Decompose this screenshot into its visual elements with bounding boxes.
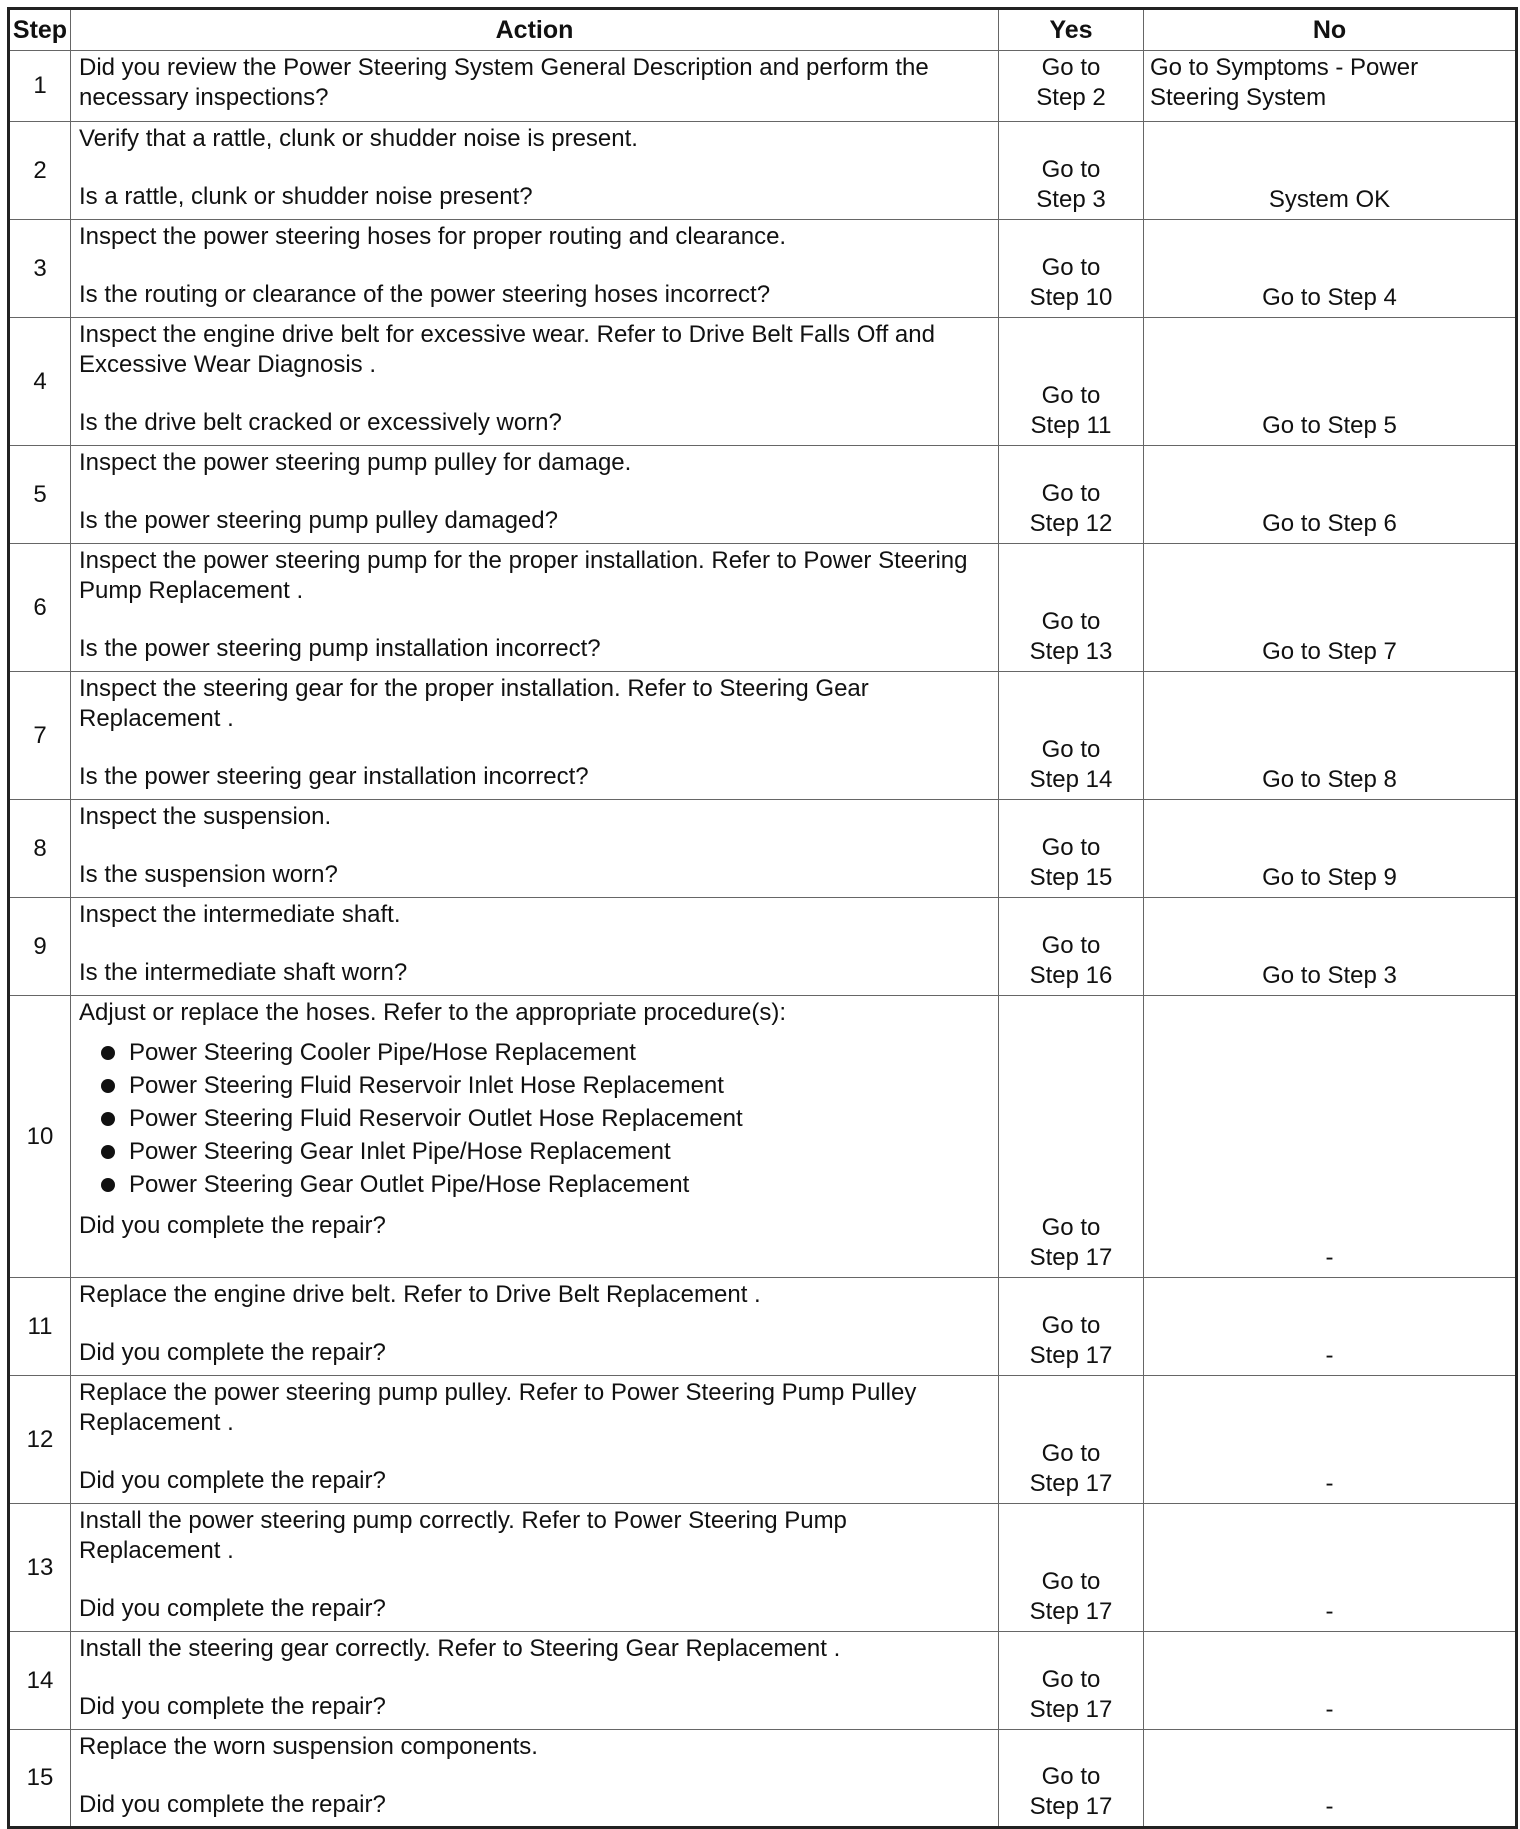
step-number: 15: [9, 1730, 71, 1828]
yes-step: Step 13: [1029, 638, 1113, 665]
list-item: Power Steering Cooler Pipe/Hose Replacement: [99, 1036, 988, 1069]
yes-step: Step 10: [1029, 284, 1113, 311]
yes-goto: Go to: [1041, 1763, 1101, 1790]
no-cell: Go to Step 3: [1144, 898, 1517, 996]
yes-goto: Go to: [1041, 382, 1101, 409]
question-text: Did you complete the repair?: [79, 1212, 386, 1239]
list-item: Power Steering Fluid Reservoir Inlet Hose Replacement: [99, 1069, 988, 1102]
action-cell: [71, 672, 999, 800]
action-text: Inspect the intermediate shaft.: [79, 901, 401, 928]
table-row: [9, 800, 1517, 898]
action-text: Inspect the steering gear for the proper installation. Refer to Steering Gear Replacement .: [79, 675, 869, 732]
yes-cell: [999, 544, 1144, 672]
action-text: Did you review the Power Steering System General Description and perform the necessary inspections?: [79, 54, 929, 111]
question-text: Did you complete the repair?: [79, 1467, 386, 1494]
no-cell: -: [1144, 1278, 1517, 1376]
yes-cell: [999, 672, 1144, 800]
no-cell: Go to Step 6: [1144, 446, 1517, 544]
no-cell: -: [1144, 1504, 1517, 1632]
action-cell: [71, 1504, 999, 1632]
yes-goto: Go to: [1041, 480, 1101, 507]
yes-cell: [999, 122, 1144, 220]
yes-cell: [999, 51, 1144, 122]
no-cell: Go to Step 8: [1144, 672, 1517, 800]
yes-goto: Go to: [1041, 156, 1101, 183]
action-cell: [71, 1730, 999, 1828]
yes-step: Step 14: [1029, 766, 1113, 793]
table-row: [9, 1504, 1517, 1632]
action-text: Install the power steering pump correctly. Refer to Power Steering Pump Replacement .: [79, 1507, 847, 1564]
yes-cell: [999, 1278, 1144, 1376]
action-text: Adjust or replace the hoses. Refer to the appropriate procedure(s):: [79, 999, 787, 1026]
step-number: 12: [9, 1376, 71, 1504]
action-cell: [71, 1632, 999, 1730]
yes-goto: Go to: [1041, 1568, 1101, 1595]
action-cell: [71, 1278, 999, 1376]
action-cell: [71, 898, 999, 996]
action-text: Inspect the power steering hoses for proper routing and clearance.: [79, 223, 787, 250]
header-step: Step: [9, 9, 71, 51]
step-number: 13: [9, 1504, 71, 1632]
question-text: Did you complete the repair?: [79, 1791, 386, 1818]
no-cell: Go to Step 5: [1144, 318, 1517, 446]
yes-goto: Go to: [1041, 834, 1101, 861]
question-text: Is the drive belt cracked or excessively worn?: [79, 409, 562, 436]
diagnostic-table-page: [7, 7, 1515, 1824]
no-cell: Go to Symptoms - Power Steering System: [1144, 51, 1517, 122]
table-row: [9, 544, 1517, 672]
table-row: [9, 1278, 1517, 1376]
question-text: Is the power steering pump installation incorrect?: [79, 635, 601, 662]
action-cell: [71, 996, 999, 1278]
yes-cell: [999, 1504, 1144, 1632]
action-cell: [71, 1376, 999, 1504]
no-cell: -: [1144, 996, 1517, 1278]
table-row: [9, 1376, 1517, 1504]
yes-goto: Go to: [1041, 736, 1101, 763]
no-cell: Go to Step 4: [1144, 220, 1517, 318]
action-text: Replace the worn suspension components.: [79, 1733, 538, 1760]
question-text: Is a rattle, clunk or shudder noise present?: [79, 183, 533, 210]
yes-step: Step 17: [1029, 1470, 1113, 1497]
step-number: 10: [9, 996, 71, 1278]
step-number: 6: [9, 544, 71, 672]
yes-cell: [999, 898, 1144, 996]
step-number: 7: [9, 672, 71, 800]
step-number: 3: [9, 220, 71, 318]
action-text: Inspect the power steering pump for the proper installation. Refer to Power Steering Pump Replacement .: [79, 547, 968, 604]
question-text: Is the suspension worn?: [79, 861, 338, 888]
no-cell: Go to Step 7: [1144, 544, 1517, 672]
table-row: [9, 220, 1517, 318]
step-number: 9: [9, 898, 71, 996]
step-number: 8: [9, 800, 71, 898]
no-cell: System OK: [1144, 122, 1517, 220]
yes-step: Step 17: [1029, 1342, 1113, 1369]
action-text: Verify that a rattle, clunk or shudder noise is present.: [79, 125, 638, 152]
header-no: No: [1144, 9, 1517, 51]
list-item: Power Steering Gear Inlet Pipe/Hose Replacement: [99, 1135, 988, 1168]
yes-step: Step 15: [1029, 864, 1113, 891]
yes-step: Step 11: [1030, 412, 1112, 439]
yes-cell: [999, 446, 1144, 544]
yes-cell: [999, 1376, 1144, 1504]
header-row: [9, 9, 1517, 51]
yes-goto: Go to: [1041, 1312, 1101, 1339]
step-number: 5: [9, 446, 71, 544]
step-number: 2: [9, 122, 71, 220]
table-row: [9, 996, 1517, 1278]
no-cell: -: [1144, 1730, 1517, 1828]
yes-goto: Go to: [1041, 54, 1101, 81]
question-text: Is the power steering pump pulley damaged?: [79, 507, 558, 534]
yes-goto: Go to: [1041, 932, 1101, 959]
action-text: Inspect the power steering pump pulley for damage.: [79, 449, 632, 476]
yes-cell: [999, 318, 1144, 446]
no-cell: -: [1144, 1376, 1517, 1504]
yes-goto: Go to: [1041, 1666, 1101, 1693]
table-row: [9, 1730, 1517, 1828]
question-text: Did you complete the repair?: [79, 1693, 386, 1720]
step-number: 11: [9, 1278, 71, 1376]
question-text: Is the routing or clearance of the power steering hoses incorrect?: [79, 281, 771, 308]
action-cell: [71, 220, 999, 318]
action-text: Replace the engine drive belt. Refer to Drive Belt Replacement .: [79, 1281, 761, 1308]
yes-step: Step 3: [1036, 186, 1106, 213]
yes-step: Step 17: [1029, 1244, 1113, 1271]
question-text: Is the power steering gear installation incorrect?: [79, 763, 589, 790]
step-number: 4: [9, 318, 71, 446]
action-cell: [71, 122, 999, 220]
question-text: Did you complete the repair?: [79, 1339, 386, 1366]
table-row: [9, 672, 1517, 800]
table-row: [9, 446, 1517, 544]
yes-step: Step 12: [1029, 510, 1113, 537]
yes-cell: [999, 1632, 1144, 1730]
action-text: Inspect the suspension.: [79, 803, 332, 830]
action-cell: [71, 800, 999, 898]
no-cell: -: [1144, 1632, 1517, 1730]
table-row: [9, 318, 1517, 446]
table-row: [9, 122, 1517, 220]
action-cell: [71, 51, 999, 122]
question-text: Is the intermediate shaft worn?: [79, 959, 408, 986]
diagnostic-table: [7, 7, 1518, 1829]
header-yes: Yes: [999, 9, 1144, 51]
action-text: Replace the power steering pump pulley. Refer to Power Steering Pump Pulley Replacement .: [79, 1379, 917, 1436]
action-text: Install the steering gear correctly. Refer to Steering Gear Replacement .: [79, 1635, 841, 1662]
step-number: 14: [9, 1632, 71, 1730]
yes-step: Step 17: [1029, 1598, 1113, 1625]
yes-cell: [999, 996, 1144, 1278]
table-row: [9, 1632, 1517, 1730]
yes-goto: Go to: [1041, 1214, 1101, 1241]
yes-goto: Go to: [1041, 254, 1101, 281]
table-row: [9, 898, 1517, 996]
yes-goto: Go to: [1041, 1440, 1101, 1467]
header-action: Action: [71, 9, 999, 51]
yes-step: Step 2: [1036, 84, 1106, 111]
procedure-list: [79, 1036, 988, 1201]
action-cell: [71, 318, 999, 446]
yes-cell: [999, 800, 1144, 898]
question-text: Did you complete the repair?: [79, 1595, 386, 1622]
action-cell: [71, 544, 999, 672]
step-number: 1: [9, 51, 71, 122]
yes-cell: [999, 1730, 1144, 1828]
action-text: Inspect the engine drive belt for excessive wear. Refer to Drive Belt Falls Off and Excessive Wear Diagnosis .: [79, 321, 935, 378]
list-item: Power Steering Gear Outlet Pipe/Hose Replacement: [99, 1168, 988, 1201]
action-cell: [71, 446, 999, 544]
yes-step: Step 16: [1029, 962, 1113, 989]
list-item: Power Steering Fluid Reservoir Outlet Hose Replacement: [99, 1102, 988, 1135]
yes-step: Step 17: [1029, 1793, 1113, 1820]
yes-cell: [999, 220, 1144, 318]
no-cell: Go to Step 9: [1144, 800, 1517, 898]
table-row: [9, 51, 1517, 122]
yes-goto: Go to: [1041, 608, 1101, 635]
yes-step: Step 17: [1029, 1696, 1113, 1723]
